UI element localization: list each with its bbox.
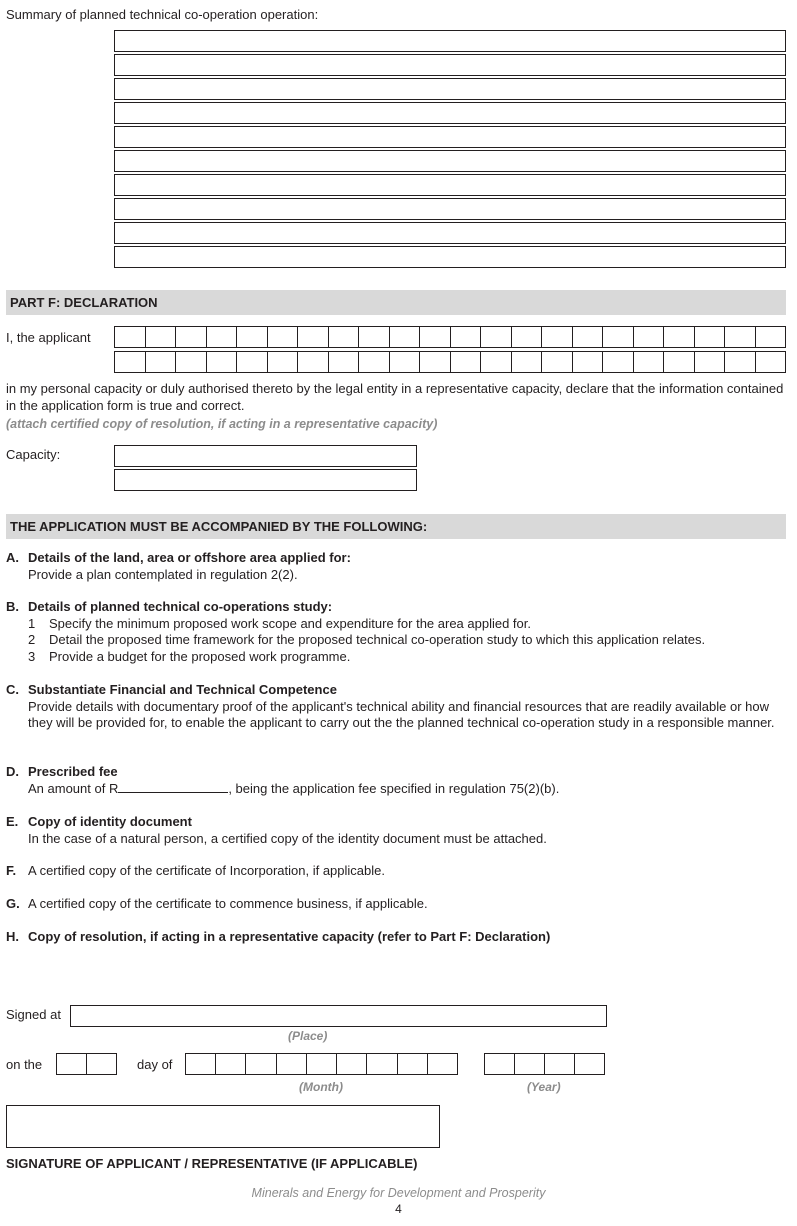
year-char-cell[interactable] <box>515 1054 545 1074</box>
applicant-char-cell[interactable] <box>603 352 634 372</box>
applicant-char-cell[interactable] <box>603 327 634 347</box>
requirement-f-text: A certified copy of the certificate of Incorporation, if applicable. <box>28 863 385 878</box>
requirement-g-letter: G. <box>6 896 20 911</box>
applicant-char-cell[interactable] <box>390 327 421 347</box>
day-char-cell[interactable] <box>57 1054 87 1074</box>
month-char-cell[interactable] <box>277 1054 307 1074</box>
applicant-char-cell[interactable] <box>512 352 543 372</box>
month-char-cell[interactable] <box>367 1054 397 1074</box>
requirement-d-text <box>28 781 786 798</box>
day-char-cell[interactable] <box>87 1054 117 1074</box>
applicant-char-cell[interactable] <box>176 352 207 372</box>
applicant-char-cell[interactable] <box>268 352 299 372</box>
applicant-char-cell[interactable] <box>146 352 177 372</box>
day-of-label: day of <box>137 1057 173 1072</box>
accompany-heading-band <box>6 514 786 539</box>
requirement-b-item-text: Specify the minimum proposed work scope and expenditure for the area applied for. <box>49 615 531 631</box>
applicant-char-cell[interactable] <box>268 327 299 347</box>
year-char-cell[interactable] <box>545 1054 575 1074</box>
month-field[interactable] <box>185 1053 458 1075</box>
capacity-field-2[interactable] <box>114 469 417 491</box>
year-char-cell[interactable] <box>485 1054 515 1074</box>
applicant-char-cell[interactable] <box>146 327 177 347</box>
applicant-char-cell[interactable] <box>329 352 360 372</box>
requirement-b-item <box>28 616 786 633</box>
applicant-char-cell[interactable] <box>725 352 756 372</box>
applicant-char-cell[interactable] <box>542 327 573 347</box>
applicant-char-cell[interactable] <box>634 352 665 372</box>
summary-label: Summary of planned technical co-operation operation: <box>6 7 319 22</box>
applicant-char-cell[interactable] <box>695 352 726 372</box>
part-f-heading-band <box>6 290 786 315</box>
requirement-b-item-number: 1 <box>28 615 36 631</box>
month-char-cell[interactable] <box>246 1054 276 1074</box>
fee-amount-field[interactable] <box>118 781 228 793</box>
fee-text-after: , being the application fee specified in regulation 75(2)(b). <box>228 780 560 796</box>
requirement-f <box>6 863 786 880</box>
applicant-char-cell[interactable] <box>237 327 268 347</box>
month-char-cell[interactable] <box>428 1054 458 1074</box>
applicant-char-cell[interactable] <box>420 327 451 347</box>
day-field[interactable] <box>56 1053 117 1075</box>
requirement-a-letter: A. <box>6 550 19 565</box>
requirement-g <box>6 896 786 913</box>
requirement-f-letter: F. <box>6 863 17 878</box>
applicant-char-cell[interactable] <box>451 327 482 347</box>
summary-line-field[interactable] <box>114 198 786 220</box>
attach-note: (attach certified copy of resolution, if acting in a representative capacity) <box>6 417 438 431</box>
on-the-label: on the <box>6 1057 43 1072</box>
requirement-b-letter: B. <box>6 599 19 614</box>
applicant-char-cell[interactable] <box>512 327 543 347</box>
signed-at-label: Signed at <box>6 1007 61 1022</box>
requirement-b <box>6 599 786 665</box>
summary-line-field[interactable] <box>114 246 786 268</box>
applicant-char-cell[interactable] <box>542 352 573 372</box>
requirement-a-text: Provide a plan contemplated in regulation 2(2). <box>28 566 298 582</box>
applicant-char-cell[interactable] <box>298 327 329 347</box>
requirement-b-item-number: 2 <box>28 632 36 647</box>
applicant-label: I, the applicant <box>6 330 91 345</box>
applicant-char-cell[interactable] <box>664 327 695 347</box>
applicant-char-cell[interactable] <box>634 327 665 347</box>
applicant-char-cell[interactable] <box>176 327 207 347</box>
page-number: 4 <box>395 1202 402 1216</box>
applicant-char-cell[interactable] <box>695 327 726 347</box>
requirement-b-title: Details of planned technical co-operations study: <box>28 599 333 614</box>
applicant-char-cell[interactable] <box>298 352 329 372</box>
month-caption: (Month) <box>299 1080 343 1094</box>
applicant-char-cell[interactable] <box>481 327 512 347</box>
applicant-char-cell[interactable] <box>664 352 695 372</box>
requirement-d-title: Prescribed fee <box>28 764 118 779</box>
applicant-char-cell[interactable] <box>390 352 421 372</box>
accompany-heading: THE APPLICATION MUST BE ACCOMPANIED BY THE FOLLOWING: <box>10 519 428 534</box>
applicant-char-cell[interactable] <box>237 352 268 372</box>
summary-line-field[interactable] <box>114 78 786 100</box>
applicant-char-cell[interactable] <box>573 352 604 372</box>
month-char-cell[interactable] <box>337 1054 367 1074</box>
requirement-b-item-number: 3 <box>28 648 36 664</box>
place-field[interactable] <box>70 1005 607 1027</box>
applicant-char-cell[interactable] <box>359 327 390 347</box>
requirement-c-text: Provide details with documentary proof of the applicant's technical ability and financial resources that are readily available or how they will be provided for, to enable the applicant to carry out the the planned technical co-operation study in a responsible manner. <box>28 698 775 730</box>
month-char-cell[interactable] <box>216 1054 246 1074</box>
summary-line-field[interactable] <box>114 222 786 244</box>
month-char-cell[interactable] <box>186 1054 216 1074</box>
part-f-heading: PART F: DECLARATION <box>10 295 158 310</box>
summary-line-field[interactable] <box>114 126 786 148</box>
requirement-a-title: Details of the land, area or offshore area applied for: <box>28 550 351 565</box>
requirement-h-title: Copy of resolution, if acting in a representative capacity (refer to Part F: Declaration) <box>28 929 551 944</box>
applicant-char-cell[interactable] <box>115 352 146 372</box>
month-char-cell[interactable] <box>398 1054 428 1074</box>
summary-line-field[interactable] <box>114 150 786 172</box>
requirement-g-text: A certified copy of the certificate to commence business, if applicable. <box>28 896 428 911</box>
summary-line-field[interactable] <box>114 174 786 196</box>
applicant-name-field-2[interactable] <box>114 351 786 373</box>
requirement-a <box>6 550 786 583</box>
applicant-char-cell[interactable] <box>207 352 238 372</box>
requirement-h <box>6 929 786 946</box>
applicant-char-cell[interactable] <box>115 327 146 347</box>
capacity-field-1[interactable] <box>114 445 417 467</box>
requirement-e <box>6 814 786 847</box>
requirement-e-letter: E. <box>6 814 19 829</box>
applicant-char-cell[interactable] <box>359 352 390 372</box>
requirement-b-item-text: Provide a budget for the proposed work programme. <box>49 648 351 664</box>
requirement-e-text: In the case of a natural person, a certified copy of the identity document must be attached. <box>28 830 547 846</box>
month-char-cell[interactable] <box>307 1054 337 1074</box>
declaration-text: in my personal capacity or duly authorised thereto by the legal entity in a representative capacity, declare that the information contained in the application form is true and correct. <box>6 381 784 413</box>
summary-line-field[interactable] <box>114 102 786 124</box>
applicant-char-cell[interactable] <box>756 327 787 347</box>
summary-line-field[interactable] <box>114 30 786 52</box>
year-char-cell[interactable] <box>575 1054 605 1074</box>
requirement-e-title: Copy of identity document <box>28 814 192 829</box>
applicant-name-field-1[interactable] <box>114 326 786 348</box>
requirement-d-letter: D. <box>6 764 19 779</box>
capacity-label: Capacity: <box>6 447 61 462</box>
requirement-c-title: Substantiate Financial and Technical Competence <box>28 682 337 697</box>
requirement-b-item-text: Detail the proposed time framework for the proposed technical co-operation study to which this application relates. <box>49 632 706 647</box>
applicant-char-cell[interactable] <box>451 352 482 372</box>
applicant-char-cell[interactable] <box>420 352 451 372</box>
year-caption: (Year) <box>527 1080 561 1094</box>
applicant-char-cell[interactable] <box>725 327 756 347</box>
applicant-char-cell[interactable] <box>329 327 360 347</box>
requirement-h-letter: H. <box>6 929 19 944</box>
signature-label: SIGNATURE OF APPLICANT / REPRESENTATIVE (IF APPLICABLE) <box>6 1156 418 1171</box>
signature-field[interactable] <box>6 1105 440 1148</box>
requirement-b-item <box>28 649 786 666</box>
fee-text-before: An amount of R <box>28 780 119 796</box>
year-field[interactable] <box>484 1053 605 1075</box>
requirement-b-item <box>28 632 786 649</box>
requirement-d <box>6 764 786 797</box>
summary-line-field[interactable] <box>114 54 786 76</box>
requirement-c <box>6 682 786 732</box>
place-caption: (Place) <box>288 1029 328 1043</box>
applicant-char-cell[interactable] <box>756 352 787 372</box>
requirement-c-letter: C. <box>6 682 19 697</box>
applicant-char-cell[interactable] <box>573 327 604 347</box>
applicant-char-cell[interactable] <box>481 352 512 372</box>
footer-motto: Minerals and Energy for Development and Prosperity <box>251 1186 546 1200</box>
applicant-char-cell[interactable] <box>207 327 238 347</box>
